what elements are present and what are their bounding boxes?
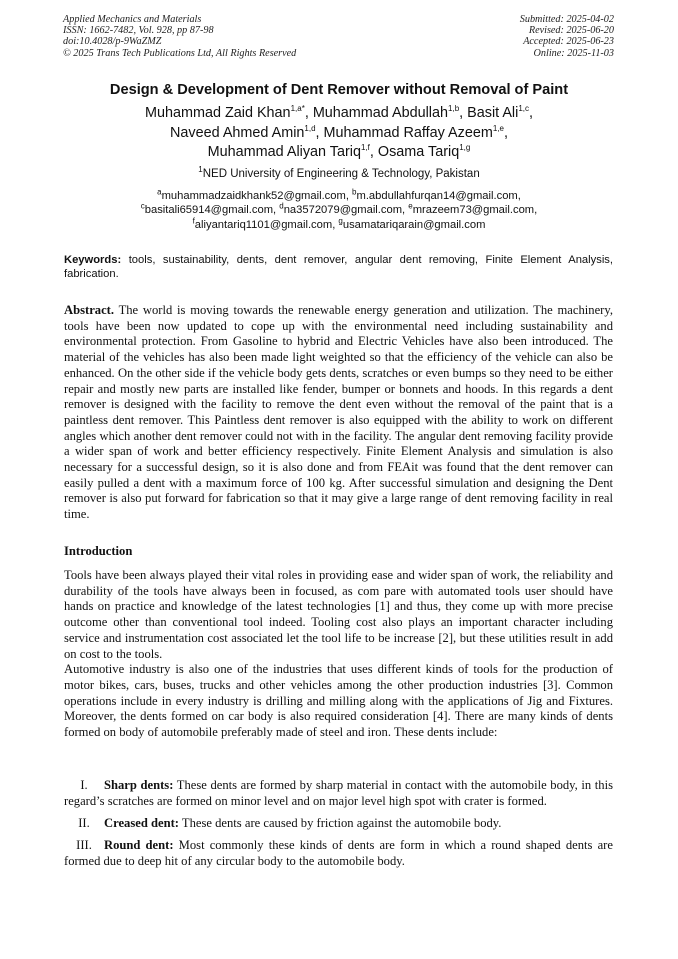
email-sup: f — [192, 215, 195, 225]
doi-line: doi:10.4028/p-9WaZMZ — [63, 36, 162, 48]
online-date: Online: 2025-11-03 — [533, 47, 614, 59]
author-name: Basit Ali — [467, 105, 519, 121]
abstract-text: The world is moving towards the renewable energy generation and utilization. The machinery, tools have been now updated to cope up with the environmental need including sustainability and environmental protection. From Gasoline to hybrid and Electric Vehicles have also been introduced. The material of the vehicles has also been made light weighted so that the efficiency of the vehicle can also be enhanced. On the other side if the vehicle body gets dents, scratches or even bumps so they need to be either repair and mostly new parts are installed like fender, bumper or bonnets and hoods. In this regards a dent remover is designed with the facility to remove the dent even without the removal of the paint that is a paintless dent remover. This Paintless dent remover is also equipped with the ability to work on different angles which another dent remover could not with in the facility. The angular dent removing facility provide a wider span of work and better efficiency respectively. Finite Element Analysis and simulation is also necessary for a successful design, so it is also done and from FEAit was found that the dent remover can easily pulled a dent with a maximum force of 100 kg. After successful simulation and designing the Dent remover is also put forward for fabrication so that it may give a large range of dent removing facility in real time. — [64, 303, 613, 522]
dates-header — [520, 14, 614, 59]
accepted-date: Accepted: 2025-06-23 — [523, 36, 614, 48]
email-line: $^f$aliyantariq1101@gmail.com, $^g$usamatariqarain@gmail.com — [192, 215, 486, 231]
email-link[interactable]: aliyantariq1101@gmail.com — [194, 218, 333, 231]
author-line: Naveed Ahmed Amin$^{1,d}$, Muhammad Raffay Azeem$^{1,e}$, — [170, 123, 508, 141]
author-sup: 1,b — [448, 104, 460, 114]
introduction-body — [64, 568, 613, 741]
author-line: Muhammad Zaid Khan$^{1,a*}$, Muhammad Abdullah$^{1,b}$, Basit Ali$^{1,c}$, — [144, 104, 534, 121]
email-sup: b — [352, 187, 357, 197]
author-sup: 1,f — [360, 143, 370, 153]
copyright-line: © 2025 Trans Tech Publications Ltd, All Rights Reserved — [63, 47, 297, 59]
email-link[interactable]: m.abdullahfurqan14@gmail.com — [356, 190, 518, 202]
author-sup: 1,d — [304, 123, 316, 133]
list-label: Sharp dents: — [104, 778, 174, 792]
email-sup: e — [408, 201, 413, 211]
revised-date: Revised: 2025-06-20 — [528, 25, 614, 37]
keywords-text: tools, sustainability, dents, dent remover, angular dent removing, Finite Element Analysis, fabrication. — [64, 254, 614, 281]
email-link[interactable]: muhammadzaidkhank52@gmail.com — [161, 190, 346, 202]
author-name: Muhammad Aliyan Tariq — [207, 144, 361, 160]
list-item — [64, 816, 613, 832]
list-label: Round dent: — [104, 838, 174, 852]
list-label: Creased dent: — [104, 816, 179, 830]
author-name: Muhammad Raffay Azeem — [323, 124, 493, 141]
paragraph: Automotive industry is also one of the industries that uses different kinds of tools for the production of motor bikes, cars, buses, trucks and other vehicles among the other production industries [3]. Common operations include in every industry is drilling and milling along with the applications of Jig and Fixtures. Moreover, the dents formed on car body is also required consideration [4]. There are many kinds of dents formed on body of automobile preferably made of steel and iron. These dents include: — [64, 662, 613, 740]
list-number: III. — [76, 838, 92, 852]
affiliation-sup: 1 — [198, 165, 203, 175]
email-list — [0, 189, 678, 232]
email-link[interactable]: usamatariqarain@gmail.com — [342, 218, 486, 231]
section-heading: Introduction — [64, 544, 133, 558]
paper-title: Design & Development of Dent Remover without Removal of Paint — [109, 82, 569, 98]
author-sup: 1,g — [459, 143, 471, 153]
abstract-label: Abstract. — [64, 303, 115, 317]
email-link[interactable]: basitali65914@gmail.com — [144, 204, 274, 217]
email-sup: a — [157, 187, 162, 197]
keywords-label: Keywords: — [64, 254, 122, 266]
list-text: These dents are caused by friction against the automobile body. — [181, 816, 502, 830]
journal-header — [63, 14, 296, 59]
affiliation — [0, 165, 678, 180]
list-item — [64, 838, 613, 869]
author-name: Naveed Ahmed Amin — [170, 124, 305, 141]
author-sup: 1,a* — [290, 104, 305, 114]
list-number: I. — [80, 778, 88, 792]
author-name: Muhammad Abdullah — [312, 105, 449, 121]
author-name: Muhammad Zaid Khan — [144, 105, 291, 121]
email-sup: d — [279, 201, 284, 211]
author-list — [0, 104, 678, 163]
list-number: II. — [78, 816, 90, 830]
affiliation-text: NED University of Engineering & Technology, Pakistan — [202, 168, 480, 180]
list-text: Most commonly these kinds of dents are form in which a round shaped dents are formed due to deep hit of any circular body to the automobile body. — [64, 838, 613, 868]
list-item — [64, 778, 613, 809]
email-link[interactable]: mrazeem73@gmail.com — [412, 204, 535, 217]
email-link[interactable]: na3572079@gmail.com — [283, 204, 403, 217]
email-line: $^a$muhammadzaidkhank52@gmail.com, $^b$m.abdullahfurqan14@gmail.com, — [157, 187, 521, 202]
journal-name: Applied Mechanics and Materials — [63, 14, 202, 25]
submitted-date: Submitted: 2025-04-02 — [519, 14, 614, 25]
email-sup: c — [140, 201, 145, 211]
author-line: Muhammad Aliyan Tariq$^{1,f}$, Osama Tariq$^{1,g}$ — [207, 143, 471, 160]
paragraph: Tools have been always played their vital roles in providing ease and wider span of work, the reliability and durability of the tools have always been in focused, as com pare with automated tools user should have hands on practice and knowledge of the latest technologies [1] and thus, they come up with more precise outcome other than conventional tool indeed. Tooling cost also plays an important character including service and instrumentation cost associated let the tool life to be increase [2], but these utilities result in add on cost to the tools. — [64, 568, 613, 661]
author-name: Osama Tariq — [377, 144, 460, 160]
author-sup: 1,e — [492, 123, 504, 133]
list-text: These dents are formed by sharp material in contact with the automobile body, in this regard’s scratches are formed on minor level and on major level high spot with crater is formed. — [64, 778, 614, 808]
author-sup: 1,c — [518, 104, 530, 114]
abstract — [64, 303, 613, 523]
email-sup: g — [338, 215, 343, 225]
email-line: $^c$basitali65914@gmail.com, $^d$na3572079@gmail.com, $^e$mrazeem73@gmail.com, — [140, 201, 538, 217]
issn-line: ISSN: 1662-7482, Vol. 928, pp 87-98 — [63, 25, 214, 37]
keywords — [64, 253, 613, 282]
